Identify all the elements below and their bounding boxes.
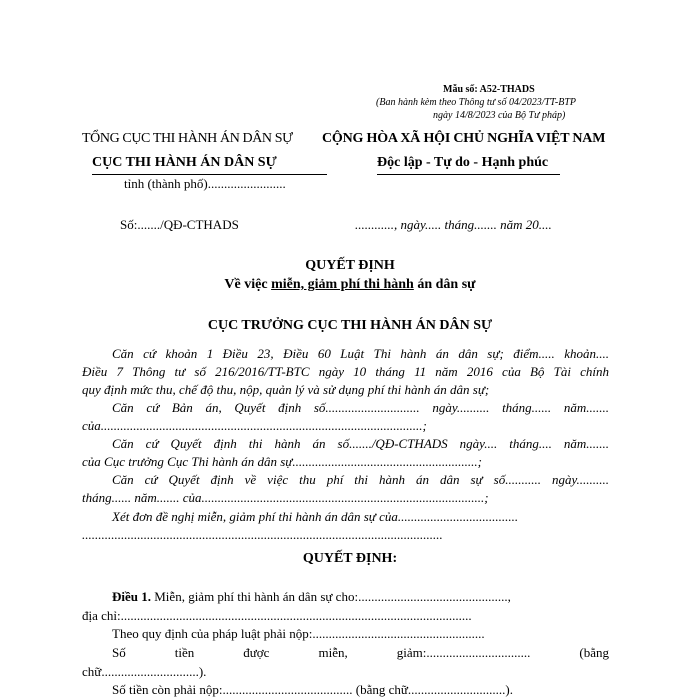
national-motto: Độc lập - Tự do - Hạnh phúc	[377, 155, 549, 170]
article-1-line-1	[112, 589, 511, 605]
republic-title: CỘNG HÒA XÃ HỘI CHỦ NGHĨA VIỆT NAM	[322, 131, 606, 146]
basis-line-9: tháng...... năm....... của.......................................................................................;	[82, 490, 489, 505]
parent-agency: TỔNG CỤC THI HÀNH ÁN DÂN SỰ	[82, 131, 293, 146]
article-1-text: Miễn, giảm phí thi hành án dân sự cho:..............................................,	[151, 589, 511, 604]
issued-note-line-1: (Ban hành kèm theo Thông tư số 04/2023/TT-BTP	[376, 97, 576, 108]
basis-line-3: quy định mức thu, chế độ thu, nộp, quản lý và sử dụng phí thi hành án dân sự;	[82, 382, 490, 397]
subject-suffix: án dân sự	[413, 277, 476, 292]
article-1-label: Điều 1.	[112, 589, 151, 604]
form-code: Mẫu số: A52-THADS	[443, 84, 535, 95]
article-1-line-3: Theo quy định của pháp luật phải nộp:.....................................................	[112, 626, 485, 641]
basis-line-1: Căn cứ khoản 1 Điều 23, Điều 60 Luật Thi hành án dân sự; điểm..... khoản....	[112, 346, 609, 361]
agency-underline	[92, 174, 327, 175]
decision-subject	[0, 277, 700, 293]
agency-province: tỉnh (thành phố)........................	[124, 176, 286, 191]
agency-name: CỤC THI HÀNH ÁN DÂN SỰ	[92, 155, 277, 170]
amount-word-2: tiền	[174, 645, 195, 660]
article-1-line-6: Số tiền còn phải nộp:........................................ (bằng chữ..............................).	[112, 682, 513, 697]
basis-line-2: Điều 7 Thông tư số 216/2016/TT-BTC ngày 10 tháng 11 năm 2016 của Bộ Tài chính	[82, 364, 609, 379]
amount-word-3: được	[243, 645, 270, 660]
amount-word-5: giảm:................................	[396, 645, 531, 660]
decision-title: QUYẾT ĐỊNH	[305, 258, 395, 273]
basis-line-11: ...............................................................................................................	[82, 527, 443, 542]
subject-underlined: miễn, giảm phí thi hành	[271, 277, 414, 292]
amount-word-6: (bằng	[579, 645, 609, 660]
amount-word-4: miễn,	[318, 645, 348, 660]
document-date: ............, ngày..... tháng....... năm 20....	[355, 217, 552, 232]
basis-line-4: Căn cứ Bản án, Quyết định số............................. ngày.......... tháng...... năm.......	[112, 400, 609, 415]
basis-line-5: của...................................................................................................;	[82, 418, 427, 433]
basis-line-8: Căn cứ Quyết định về việc thu phí thi hành án dân sự số........... ngày..........	[112, 472, 609, 487]
basis-line-10: Xét đơn đề nghị miễn, giảm phí thi hành án dân sự của.....................................	[112, 509, 519, 524]
subject-prefix: Về việc	[224, 277, 272, 292]
motto-underline	[377, 174, 560, 175]
basis-line-6: Căn cứ Quyết định thi hành án số......./QĐ-CTHADS ngày.... tháng.... năm.......	[112, 436, 609, 451]
issued-note-line-2: ngày 14/8/2023 của Bộ Tư pháp)	[433, 110, 566, 121]
article-1-line-4	[112, 645, 609, 661]
decision-heading: QUYẾT ĐỊNH:	[302, 551, 398, 566]
article-1-line-5: chữ..............................).	[82, 664, 207, 679]
article-1-line-2: địa chỉ:............................................................................................................	[82, 608, 472, 623]
document-number: Số:......./QĐ-CTHADS	[120, 217, 239, 232]
authority-heading: CỤC TRƯỞNG CỤC THI HÀNH ÁN DÂN SỰ	[207, 318, 493, 333]
amount-word-1: Số	[112, 645, 126, 660]
basis-line-7: của Cục trưởng Cục Thi hành án dân sự.........................................................;	[82, 454, 482, 469]
